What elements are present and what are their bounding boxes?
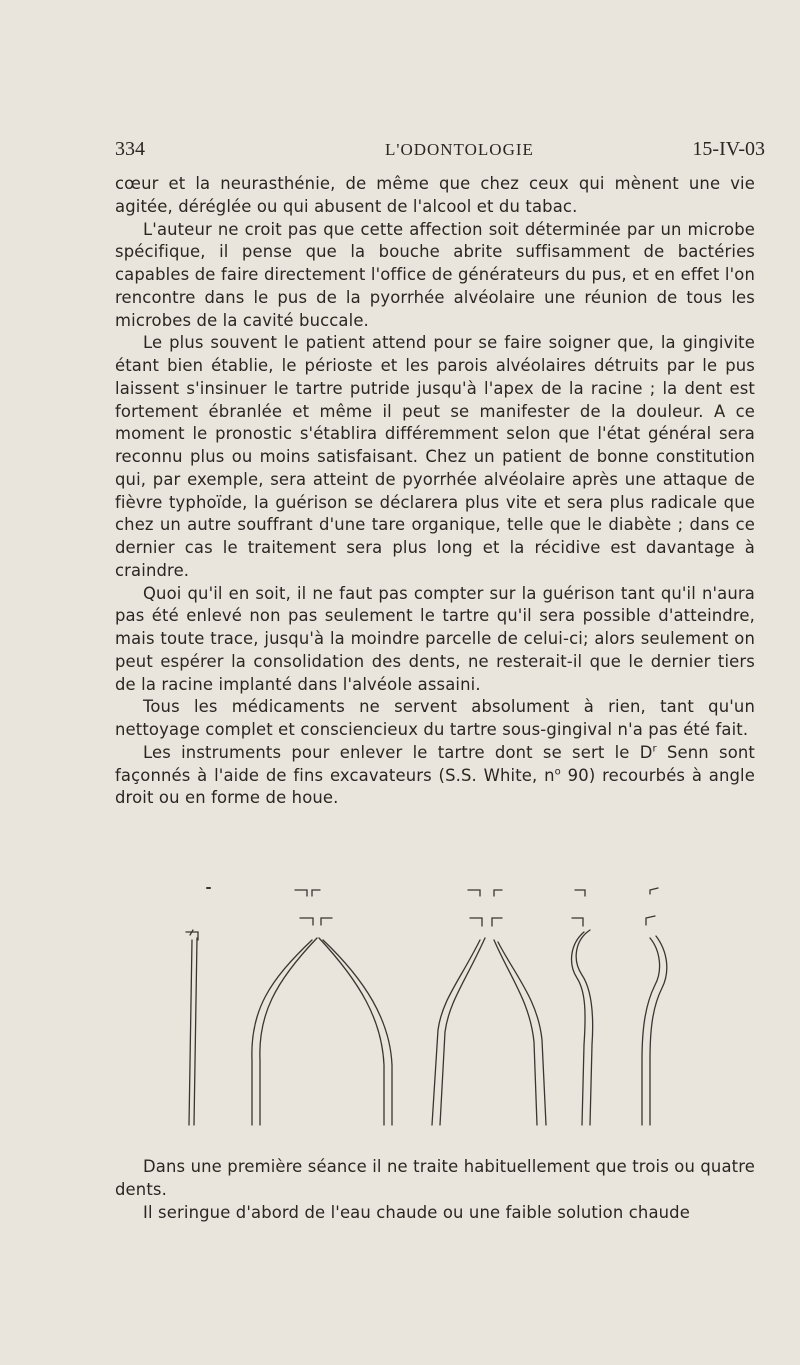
paragraph: Il seringue d'abord de l'eau chaude ou une faible solution chaude xyxy=(143,1202,690,1222)
paragraph: L'auteur ne croit pas que cette affection soit déterminée par un microbe spécifique, il pense que la bouche abrite suffisamment de bactéries capables de faire directement l'office de générateurs du pus, et en effet l'on rencontre dans le pus de la pyorrhée alvéolaire une réunion de tous les microbes de la cavité buccale. xyxy=(115,219,755,330)
paragraph: Dans une première séance il ne traite habituellement que trois ou quatre dents. xyxy=(115,1157,755,1199)
instrument-1 xyxy=(186,930,198,1125)
dental-scaler-instruments-illustration xyxy=(180,880,700,1135)
page-number: 334 xyxy=(115,138,145,160)
instrument-pair-3 xyxy=(572,916,667,1125)
issue-date: 15-IV-03 xyxy=(692,138,765,160)
running-header xyxy=(115,138,765,168)
text-run: 90) recourbés à angle droit ou en forme de houe. xyxy=(115,765,755,808)
paragraph-continuation: cœur et la neurasthénie, de même que chez ceux qui mènent une vie agitée, déréglée ou qui abusent de l'alcool et du tabac. xyxy=(115,174,755,216)
superscript: r xyxy=(652,743,657,755)
body-text-continued xyxy=(115,1156,755,1224)
journal-title: L'ODONTOLOGIE xyxy=(385,140,534,159)
text-run: Senn sont façonnés à l'aide de fins excavateurs (S.S. White, n xyxy=(115,742,755,785)
paragraph: Quoi qu'il en soit, il ne faut pas compter sur la guérison tant qu'il n'aura pas été enlevé non pas seulement le tartre qu'il sera possible d'atteindre, mais toute trace, jusqu'à la moindre parcelle de celui-ci; alors seulement on peut espérer la consolidation des dents, ne resterait-il que le dernier tiers de la racine implanté dans l'alvéole assaini. xyxy=(115,583,755,694)
instruments-figure xyxy=(180,880,700,1135)
paragraph-instruments xyxy=(115,742,755,810)
superscript: o xyxy=(554,766,561,778)
instrument-pair-2 xyxy=(432,918,546,1125)
body-text xyxy=(115,173,755,810)
paragraph: Tous les médicaments ne servent absolument à rien, tant qu'un nettoyage complet et consciencieux du tartre sous-gingival n'a pas été fait. xyxy=(115,697,755,739)
paragraph: Le plus souvent le patient attend pour se faire soigner que, la gingivite étant bien établie, le périoste et les parois alvéolaires détruits par le pus laissent s'insinuer le tartre putride jusqu'à l'apex de la racine ; la dent est fortement ébranlée et même il peut se manifester de la douleur. A ce moment le pronostic s'établira différemment selon que l'état général sera reconnu plus ou moins satisfaisant. Chez un patient de bonne constitution qui, par exemple, sera atteint de pyorrhée alvéolaire après une attaque de fièvre typhoïde, la guérison se déclarera plus vite et sera plus radicale que chez un autre souffrant d'une tare organique, telle que le diabète ; dans ce dernier cas le traitement sera plus long et la récidive est davantage à craindre. xyxy=(115,333,755,580)
instrument-pair-1 xyxy=(252,918,392,1125)
text-run: Les instruments pour enlever le tartre dont se sert le D xyxy=(143,742,653,762)
